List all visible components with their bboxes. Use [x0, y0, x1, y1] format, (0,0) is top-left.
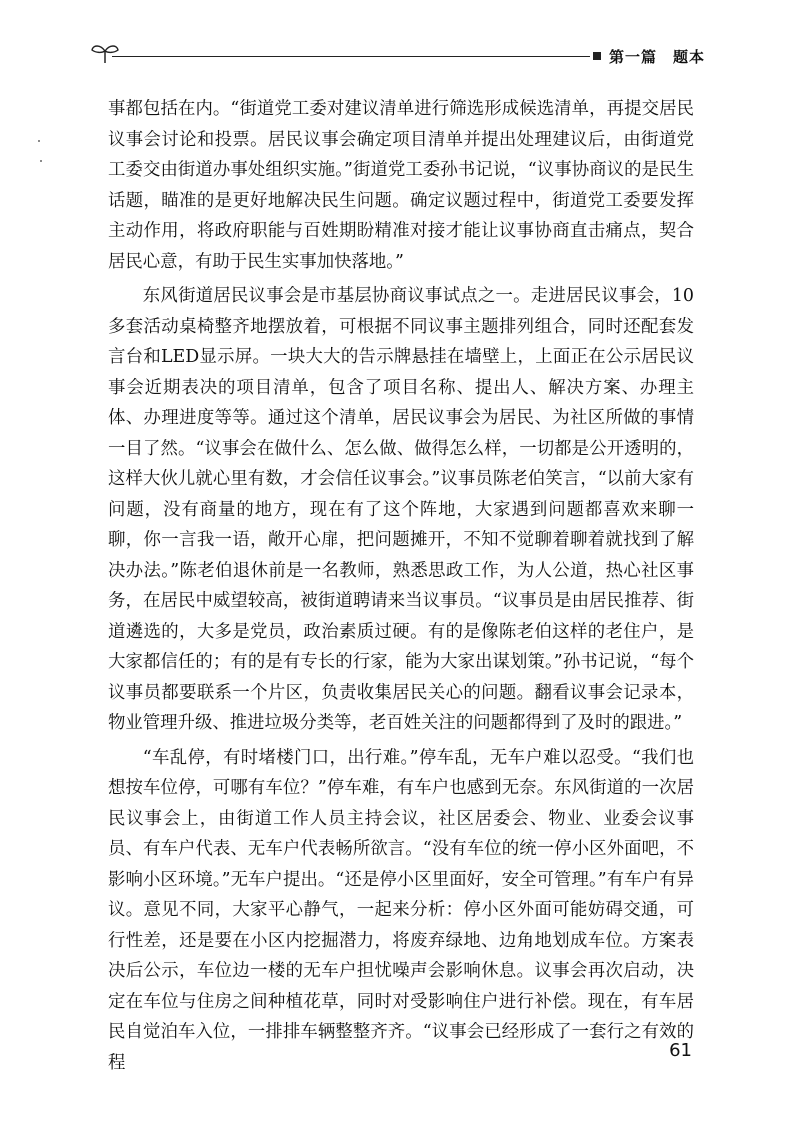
paragraph: 东风街道居民议事会是市基层协商议事试点之一。走进居民议事会，10多套活动桌椅整齐地摆放着，可根据不同议事主题排列组合，同时还配套发言台和LED显示屏。一块大大的告示牌悬挂在墙壁上，上面正在公示居民议事会近期表决的项目清单，包含了项目名称、提出人、解决方案、办理主体、办理进度等等。通过这个清单，居民议事会为居民、为社区所做的事情一目了然。“议事会在做什么、怎么做、做得怎么样，一切都是公开透明的，这样大伙儿就心里有数，才会信任议事会。”议事员陈老伯笑言，“以前大家有问题，没有商量的地方，现在有了这个阵地，大家遇到问题都喜欢来聊一聊，你一言我一语，敞开心扉，把问题摊开，不知不觉聊着聊着就找到了解决办法。”陈老伯退休前是一名教师，熟悉思政工作，为人公道，热心社区事务，在居民中威望较高，被街道聘请来当议事员。“议事员是由居民推荐、街道遴选的，大多是党员，政治素质过硬。有的是像陈老伯这样的老住户，是大家都信任的；有的是有专长的行家，能为大家出谋划策。”孙书记说，“每个议事员都要联系一个片区，负责收集居民关心的问题。翻看议事会记录本，物业管理升级、推进垃圾分类等，老百姓关注的问题都得到了及时的跟进。” — [108, 286, 694, 733]
body-text — [108, 94, 694, 1082]
section-title: 第一篇 题本 — [608, 48, 705, 66]
paragraph: 事都包括在内。“街道党工委对建议清单进行筛选形成候选清单，再提交居民议事会讨论和投票。居民议事会确定项目清单并提出处理建议后，由街道党工委交由街道办事处组织实施。”街道党工委孙书记说，“议事协商议的是民生话题，瞄准的是更好地解决民生问题。确定议题过程中，街道党工委要发挥主动作用，将政府职能与百姓期盼精准对接才能让议事协商直击痛点，契合居民心意，有助于民生实事加快落地。” — [108, 99, 694, 272]
running-header — [90, 26, 705, 66]
scan-speck — [40, 160, 42, 162]
page-number: 61 — [669, 1040, 692, 1061]
header-bullet — [593, 52, 601, 60]
sprout-icon — [90, 42, 120, 64]
header-rule — [112, 56, 590, 57]
scan-speck — [38, 140, 40, 142]
paragraph: “车乱停，有时堵楼门口，出行难。”停车乱，无车户难以忍受。“我们也想按车位停，可哪有车位？”停车难，有车户也感到无奈。东风街道的一次居民议事会上，由街道工作人员主持会议，社区居委会、物业、业委会议事员、有车户代表、无车户代表畅所欲言。“没有车位的统一停小区外面吧，不影响小区环境。”无车户提出。“还是停小区里面好，安全可管理。”有车户有异议。意见不同，大家平心静气，一起来分析：停小区外面可能妨碍交通，可行性差，还是要在小区内挖掘潜力，将废弃绿地、边角地划成车位。方案表决后公示，车位边一楼的无车户担忧噪声会影响休息。议事会再次启动，决定在车位与住房之间种植花草，同时对受影响住户进行补偿。现在，有车居民自觉泊车入位，一排排车辆整整齐齐。“议事会已经形成了一套行之有效的程 — [108, 747, 694, 1073]
